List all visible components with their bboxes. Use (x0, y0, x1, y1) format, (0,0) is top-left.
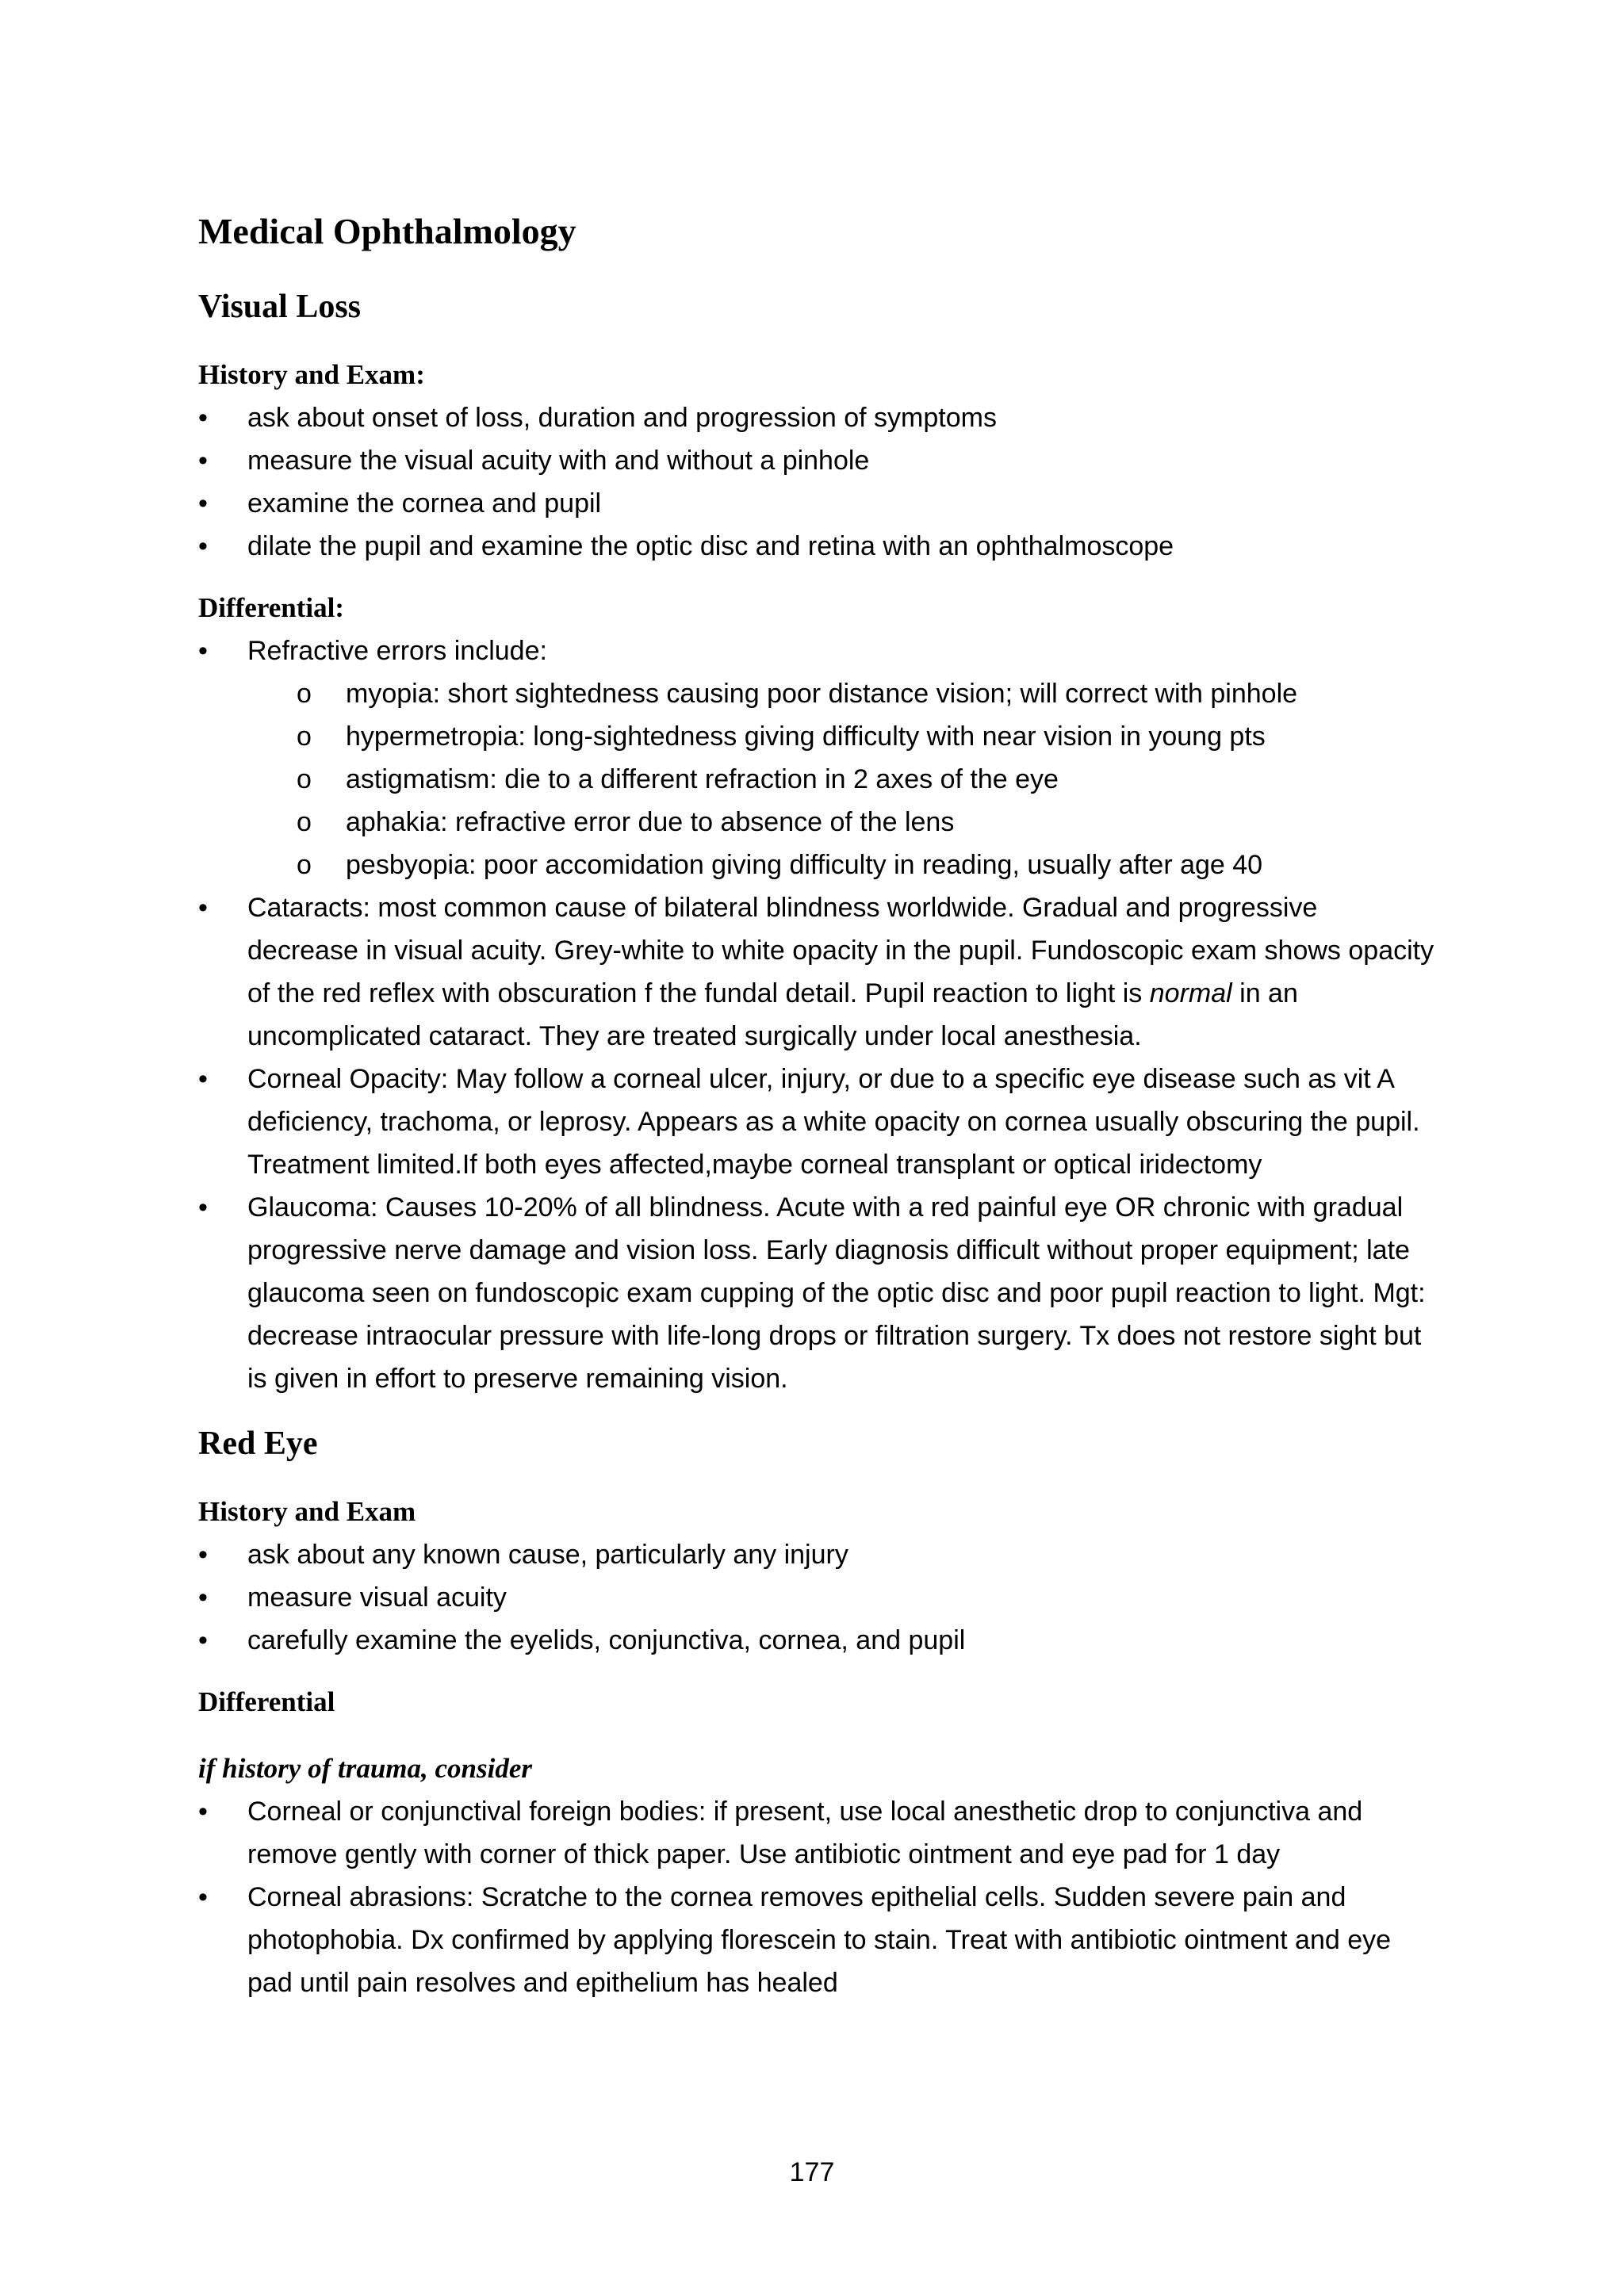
page-title: Medical Ophthalmology (198, 211, 576, 251)
subheading-history-exam-red-eye: History and Exam (198, 1496, 416, 1527)
list-item: • examine the cornea and pupil (198, 482, 1435, 525)
sub-list-item: o pesbyopia: poor accomidation giving difficulty in reading, usually after age 40 (247, 844, 1435, 886)
list-item: • measure the visual acuity with and without a pinhole (198, 439, 1435, 482)
section-heading-visual-loss: Visual Loss (198, 289, 362, 325)
subheading-differential-red-eye: Differential (198, 1686, 335, 1717)
list-item: • carefully examine the eyelids, conjunctiva, cornea, and pupil (198, 1619, 1435, 1662)
page-content (198, 190, 1435, 2004)
subheading-history-exam: History and Exam: (198, 359, 425, 390)
visual-loss-history-list (198, 396, 1435, 568)
list-item-corneal-opacity: • Corneal Opacity: May follow a corneal ulcer, injury, or due to a specific eye disease such as vit A deficiency, trachoma, or leprosy. Appears as a white opacity on cornea usually obscuring the pupil. Treatment limited.If both eyes affected,maybe corneal transplant or optical iridectomy (198, 1058, 1435, 1186)
list-item: • Corneal abrasions: Scratche to the cornea removes epithelial cells. Sudden severe pain and photophobia. Dx confirmed by applying florescein to stain. Treat with antibiotic ointment and eye pad until pain resolves and epithelium has healed (198, 1876, 1435, 2004)
cataracts-emphasis: normal (1149, 978, 1232, 1008)
list-item: • dilate the pupil and examine the optic disc and retina with an ophthalmoscope (198, 525, 1435, 568)
cataracts-text-end: in an uncomplicated cataract. They are treated surgically under local anesthesia. (247, 978, 1298, 1051)
trauma-list (198, 1790, 1435, 2004)
list-item-glaucoma: • Glaucoma: Causes 10-20% of all blindness. Acute with a red painful eye OR chronic with gradual progressive nerve damage and vision loss. Early diagnosis difficult without proper equipment; late glaucoma seen on fundoscopic exam cupping of the optic disc and poor pupil reaction to light. Mgt: decrease intraocular pressure with life-long drops or filtration surgery. Tx does not restore sight but is given in effort to preserve remaining vision. (198, 1186, 1435, 1400)
visual-loss-differential-list (198, 629, 1435, 1400)
list-item: • ask about any known cause, particularly any injury (198, 1533, 1435, 1576)
red-eye-history-list (198, 1533, 1435, 1662)
cataracts-text: Cataracts: most common cause of bilateral blindness worldwide. Gradual and progressive decrease in visual acuity. Grey-white to white opacity in the pupil. Fundoscopic exam shows opacity of the red reflex with obscuration f the fundal detail. Pupil reaction to light is (247, 893, 1434, 1008)
refractive-sublist (247, 672, 1435, 886)
section-heading-red-eye: Red Eye (198, 1425, 318, 1462)
list-item-refractive-errors (198, 629, 1435, 886)
refractive-intro: Refractive errors include: (247, 636, 547, 666)
list-item: • ask about onset of loss, duration and progression of symptoms (198, 396, 1435, 439)
sub-list-item: o myopia: short sightedness causing poor distance vision; will correct with pinhole (247, 672, 1435, 715)
list-item-cataracts (198, 886, 1435, 1058)
sub-list-item: o astigmatism: die to a different refraction in 2 axes of the eye (247, 758, 1435, 801)
subheading-trauma: if history of trauma, consider (198, 1753, 533, 1784)
sub-list-item: o hypermetropia: long-sightedness giving difficulty with near vision in young pts (247, 715, 1435, 758)
sub-list-item: o aphakia: refractive error due to absence of the lens (247, 801, 1435, 844)
page-number: 177 (789, 2157, 835, 2187)
subheading-differential: Differential: (198, 592, 345, 623)
list-item: • Corneal or conjunctival foreign bodies: if present, use local anesthetic drop to conjunctiva and remove gently with corner of thick paper. Use antibiotic ointment and eye pad for 1 day (198, 1790, 1435, 1876)
list-item: • measure visual acuity (198, 1576, 1435, 1619)
